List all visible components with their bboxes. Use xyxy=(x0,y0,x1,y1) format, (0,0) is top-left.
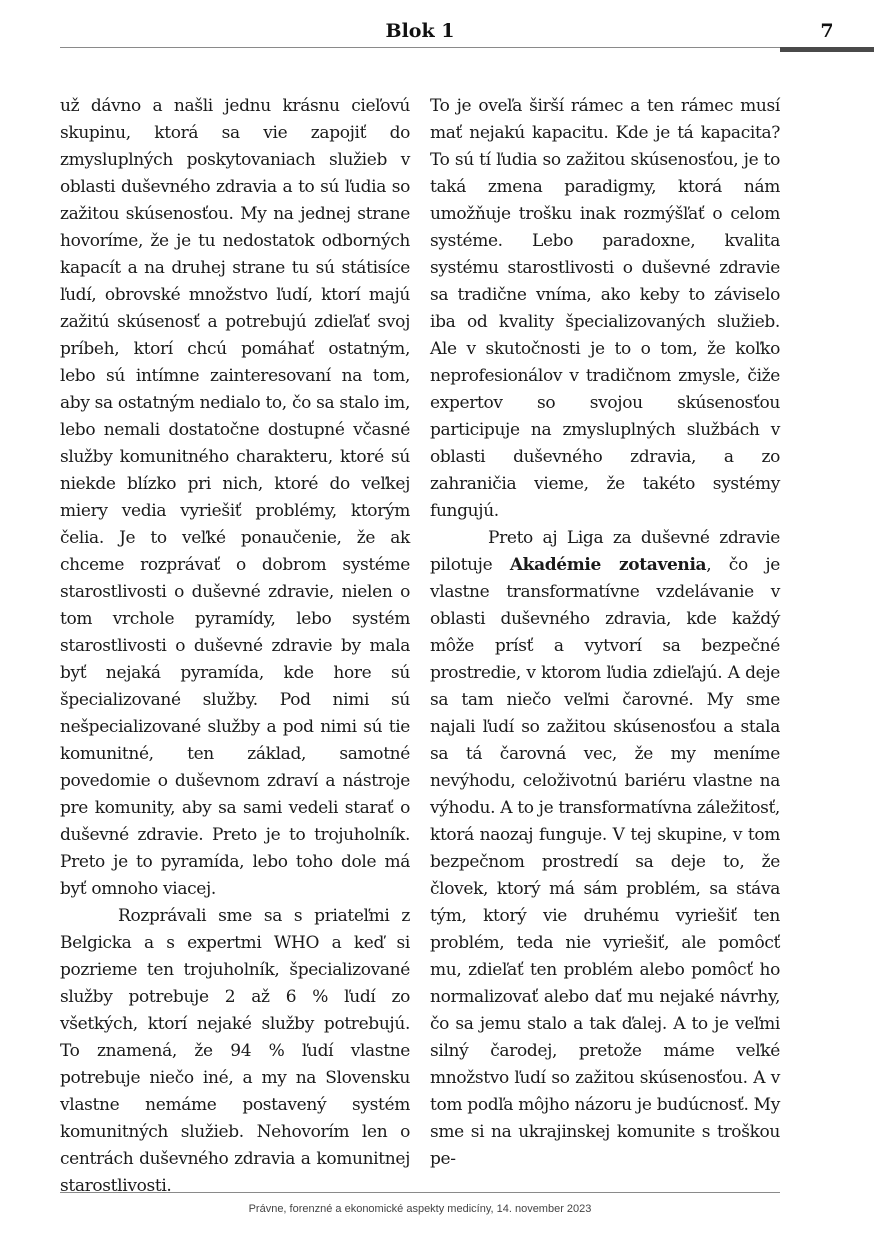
right-column xyxy=(430,93,780,1169)
paragraph-text: , čo je vlastne transformatívne vzdelávanie v oblasti duševného zdravia, kde každý môže prísť a vytvorí sa bezpečné prostredie, v ktorom ľudia zdieľajú. A deje sa tam niečo veľmi čarovné. My sme najali ľudí so zažitou skúsenosťou a stala sa tá čarovná vec, že my meníme nevýhodu, celoživotnú bariéru vlastne na výhodu. A to je transformatívna záležitosť, ktorá naozaj funguje. V tej skupine, v tom bezpečnom prostredí sa deje to, že človek, ktorý má sám problém, sa stáva tým, ktorý vie druhému vyriešiť ten problém, teda nie vyriešiť, ale pomôcť mu, zdieľať ten problém alebo pomôcť ho normalizovať alebo dať mu nejaké návrhy, čo sa jemu stalo a tak ďalej. A to je veľmi silný čarodej, pretože máme veľké množstvo ľudí so zažitou skúsenosťou. A v tom podľa môjho názoru je budúcnosť. My sme si na ukrajinskej komunite s troškou pe- xyxy=(430,555,780,1169)
body-paragraph: To je oveľa širší rámec a ten rámec musí mať nejakú kapacitu. Kde je tá kapacita? To sú tí ľudia so zažitou skúsenosťou, je to taká zmena paradigmy, ktorá nám umožňuje trošku inak rozmýšľať o celom systéme. Lebo paradoxne, kvalita systému starostlivosti o duševné zdravie sa tradične vníma, ako keby to záviselo iba od kvality špecializovaných služieb. Ale v skutočnosti je to o tom, že koľko neprofesionálov v tradičnom zmysle, čiže expertov so svojou skúsenosťou participuje na zmysluplných službách v oblasti duševného zdravia, a zo zahraničia vieme, že takéto systémy fungujú. xyxy=(430,96,780,521)
paragraph-text: Preto aj Liga za duševné zdravie pilotuje xyxy=(430,528,780,575)
running-footer: Právne, forenzné a ekonomické aspekty medicíny, 14. november 2023 xyxy=(248,1203,592,1215)
body-paragraph: Rozprávali sme sa s priateľmi z Belgicka a s expertmi WHO a keď si pozrieme ten trojuholník, špecializované služby potrebuje 2 až 6 % ľudí zo všetkých, ktorí nejaké služby potrebujú. To znamená, že 94 % ľudí vlastne potrebuje niečo iné, a my na Slovensku vlastne nemáme postavený systém komunitných služieb. Nehovorím len o centrách duševného zdravia a komunitnej starostlivosti. xyxy=(60,906,410,1196)
body-paragraph: už dávno a našli jednu krásnu cieľovú skupinu, ktorá sa vie zapojiť do zmysluplných poskytovaniach služieb v oblasti duševného zdravia a to sú ľudia so zažitou skúsenosťou. My na jednej strane hovoríme, že je tu nedostatok odborných kapacít a na druhej strane tu sú státisíce ľudí, obrovské množstvo ľudí, ktorí majú zažitú skúsenosť a potrebujú zdieľať svoj príbeh, ktorí chcú pomáhať ostatným, lebo sú intímne zainteresovaní na tom, aby sa ostatným nedialo to, čo sa stalo im, lebo nemali dostatočne dostupné včasné služby komunitného charakteru, ktoré sú niekde blízko pri nich, ktoré do veľkej miery vedia vyriešiť problémy, ktorým čelia. Je to veľké ponaučenie, že ak chceme rozprávať o dobrom systéme starostlivosti o duševné zdravie, nielen o tom vrchole pyramídy, lebo systém starostlivosti o duševné zdravie by mala byť nejaká pyramída, kde hore sú špecializované služby. Pod nimi sú nešpecializované služby a pod nimi sú tie komunitné, ten základ, samotné povedomie o duševnom zdraví a nástroje pre komunity, aby sa sami vedeli starať o duševné zdravie. Preto je to trojuholník. Preto je to pyramída, lebo toho dole má byť omnoho viacej. xyxy=(60,96,410,899)
left-column xyxy=(60,93,410,1196)
page-number: 7 xyxy=(820,20,834,42)
page-number-bar xyxy=(780,47,874,52)
emphasized-term: Akadémie zotavenia xyxy=(509,555,707,575)
body-paragraph xyxy=(430,525,780,1173)
running-header-title: Blok 1 xyxy=(385,20,455,42)
header-rule xyxy=(60,47,780,48)
footer-rule xyxy=(60,1192,780,1193)
